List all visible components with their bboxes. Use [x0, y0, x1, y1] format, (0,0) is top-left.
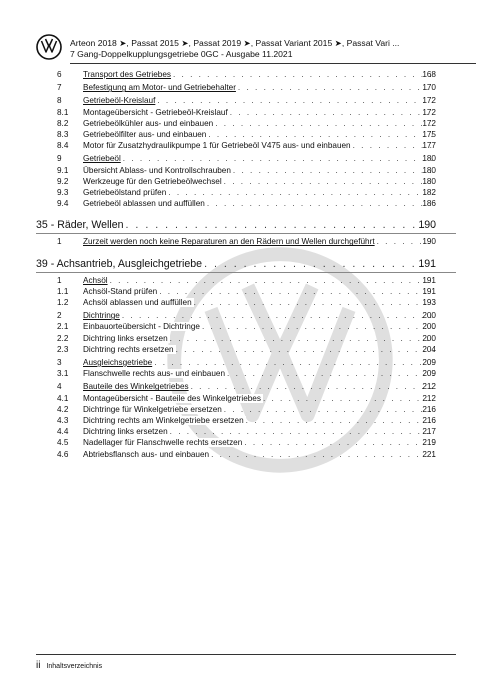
- toc-entry-title: [83, 287, 435, 296]
- page-number: ii: [36, 660, 41, 671]
- leader-dots: [123, 154, 435, 163]
- toc-subsection-row[interactable]: [0, 345, 495, 357]
- toc-entry-number: 8: [57, 96, 62, 106]
- toc-entry-title: [83, 416, 435, 425]
- toc-section-row[interactable]: [0, 382, 495, 394]
- toc-entry-number: 2.3: [57, 344, 69, 354]
- toc-page-number: 191: [418, 257, 436, 270]
- toc-entry-number: 8.3: [57, 130, 69, 139]
- leader-dots: [176, 345, 435, 354]
- toc-entry-number: 8.1: [57, 107, 69, 117]
- leader-dots: [215, 119, 435, 128]
- toc-page-number: 180: [422, 165, 436, 175]
- toc-entry-number: 2.1: [57, 322, 69, 332]
- toc-title-text: Getriebeölkühler aus- und einbauen: [83, 118, 214, 128]
- toc-entry-number: 7: [57, 83, 62, 93]
- toc-entry-number: 9.2: [57, 176, 69, 186]
- leader-dots: [170, 427, 435, 436]
- toc-page-number: 216: [422, 416, 436, 425]
- toc-entry-number: 9: [57, 154, 62, 164]
- toc-section-row[interactable]: [0, 70, 495, 82]
- toc-entry-number: 4.2: [57, 404, 69, 414]
- toc-page-number: 180: [422, 154, 436, 164]
- toc-page-number: 182: [422, 188, 436, 197]
- toc-entry-number: 1.2: [57, 298, 69, 307]
- toc-subsection-row[interactable]: [0, 322, 495, 334]
- toc-entry-number: 2.2: [57, 333, 69, 343]
- toc-page-number: 172: [422, 118, 436, 128]
- toc-page-number: 204: [422, 344, 436, 354]
- toc-title-text: Montageübersicht - Bauteile des Winkelgetriebes: [83, 393, 261, 403]
- toc-subsection-row[interactable]: [0, 334, 495, 346]
- toc-page-number: 168: [422, 70, 436, 79]
- toc-title-text: Einbauorteübersicht - Dichtringe: [83, 322, 200, 332]
- toc-subsection-row[interactable]: [0, 166, 495, 178]
- toc-page-number: 172: [422, 107, 436, 117]
- toc-entry-title: [83, 450, 435, 459]
- toc-title-text: Getriebeöl: [83, 154, 121, 164]
- toc-chapter-row[interactable]: [0, 219, 495, 233]
- toc-entry-title: [83, 154, 435, 163]
- footer-rule: [36, 654, 456, 655]
- toc-title-text: Ausgleichsgetriebe: [83, 358, 153, 367]
- toc-title-text: Dichtring rechts am Winkelgetriebe ersetzen: [83, 416, 244, 425]
- toc-title-text: Übersicht Ablass- und Kontrollschrauben: [83, 165, 231, 175]
- toc-entry-number: 9.3: [57, 188, 69, 197]
- leader-dots: [224, 405, 435, 414]
- toc-chapter-row[interactable]: [0, 258, 495, 272]
- toc-page-number: 180: [422, 176, 436, 186]
- leader-dots: [173, 70, 435, 79]
- toc-page-number: 209: [422, 369, 436, 379]
- toc-entry-number: 1: [57, 237, 62, 247]
- toc-section-row[interactable]: [0, 358, 495, 370]
- leader-dots: [224, 177, 435, 186]
- toc-title-text: Achsöl-Stand prüfen: [83, 286, 158, 296]
- toc-title-text: Abtriebsflansch aus- und einbauen: [83, 449, 210, 459]
- header-gearbox-line: 7 Gang-Doppelkupplungsgetriebe 0GC - Ausgabe 11.2021: [70, 49, 293, 59]
- leader-dots: [191, 382, 435, 391]
- toc-entry-number: 4.5: [57, 438, 69, 448]
- toc-title-text: Dichtring rechts ersetzen: [83, 344, 174, 354]
- toc-subsection-row[interactable]: [0, 394, 495, 406]
- toc-entry-title: [83, 427, 435, 436]
- toc-subsection-row[interactable]: [0, 177, 495, 189]
- toc-subsection-row[interactable]: [0, 369, 495, 381]
- header-rule: [70, 63, 476, 64]
- toc-entry-title: [83, 141, 435, 150]
- toc-entry-title: [83, 199, 435, 208]
- toc-page-number: 221: [422, 449, 436, 459]
- toc-entry-title: [83, 70, 435, 79]
- leader-dots: [207, 199, 435, 208]
- header-vehicle-line: Arteon 2018 ➤, Passat 2015 ➤, Passat 2019 ➤, Passat Variant 2015 ➤, Passat Vari ...: [70, 38, 400, 48]
- toc-entry-title: [83, 394, 435, 403]
- leader-dots: [230, 108, 435, 117]
- leader-dots: [244, 438, 435, 447]
- document-header: [36, 34, 476, 68]
- toc-entry-number: 4: [57, 382, 62, 392]
- leader-dots: [126, 219, 435, 231]
- toc-section-row[interactable]: [0, 83, 495, 95]
- toc-title-text: Dichtringe: [83, 311, 120, 321]
- toc-entry-title: [83, 358, 435, 367]
- toc-entry-number: 3.1: [57, 369, 69, 379]
- chapter-rule: [36, 233, 456, 234]
- toc-section-row[interactable]: [0, 237, 495, 249]
- toc-entry-number: 3: [57, 358, 62, 367]
- toc-title-text: Dichtring links ersetzen: [83, 427, 168, 437]
- toc-page-number: 172: [422, 96, 436, 106]
- toc-entry-title: [83, 188, 435, 197]
- toc-entry-number: 8.4: [57, 141, 69, 151]
- leader-dots: [194, 298, 435, 307]
- leader-dots: [263, 394, 435, 403]
- toc-subsection-row[interactable]: [0, 287, 495, 299]
- toc-page-number: 190: [418, 219, 436, 232]
- toc-entry-title: [83, 276, 435, 285]
- leader-dots: [202, 322, 435, 331]
- toc-entry-title: [83, 108, 435, 117]
- toc-entry-number: 9.1: [57, 165, 69, 175]
- toc-title-text: Flanschwelle rechts aus- und einbauen: [83, 369, 226, 379]
- toc-entry-number: 8.2: [57, 118, 69, 128]
- vw-logo-icon: [36, 34, 62, 60]
- toc-entry-title: [83, 334, 435, 343]
- leader-dots: [157, 96, 435, 105]
- toc-page-number: 177: [422, 141, 436, 151]
- toc-entry-number: 6: [57, 70, 62, 79]
- toc-entry-title: [83, 237, 435, 246]
- toc-page-number: 193: [422, 298, 436, 307]
- toc-subsection-row[interactable]: [0, 199, 495, 211]
- toc-title-text: Getriebeöl-Kreislauf: [83, 96, 156, 106]
- toc-page-number: 216: [422, 404, 436, 414]
- toc-subsection-row[interactable]: [0, 405, 495, 417]
- toc-title-text: Nadellager für Flanschwelle rechts ersetzen: [83, 438, 243, 448]
- toc-page-number: 175: [422, 130, 436, 139]
- toc-page-number: 190: [422, 237, 436, 247]
- toc-entry-title: [83, 166, 435, 175]
- toc-entry-number: 9.4: [57, 199, 69, 209]
- toc-page-number: 191: [422, 286, 436, 296]
- leader-dots: [211, 450, 435, 459]
- toc-subsection-row[interactable]: [0, 119, 495, 131]
- toc-entry-number: 2: [57, 311, 62, 321]
- toc-entry-title: [83, 311, 435, 320]
- toc-page-number: 191: [422, 275, 436, 285]
- toc-subsection-row[interactable]: [0, 141, 495, 153]
- header-text: [70, 38, 399, 60]
- toc-entry-title: [83, 96, 435, 105]
- chapter-rule: [36, 272, 456, 273]
- leader-dots: [204, 258, 435, 270]
- toc-title-text: Achsöl: [83, 275, 108, 285]
- toc-subsection-row[interactable]: [0, 427, 495, 439]
- toc-subsection-row[interactable]: [0, 188, 495, 200]
- leader-dots: [110, 276, 435, 285]
- toc-title-text: Getriebeölstand prüfen: [83, 188, 167, 197]
- leader-dots: [154, 358, 435, 367]
- toc-section-row[interactable]: [0, 154, 495, 166]
- toc-title-text: Transport des Getriebes: [83, 70, 171, 79]
- toc-page-number: 200: [422, 333, 436, 343]
- toc-page-number: 219: [422, 438, 436, 448]
- toc-section-row[interactable]: [0, 276, 495, 288]
- toc-entry-title: [36, 258, 435, 270]
- leader-dots: [168, 188, 435, 197]
- leader-dots: [122, 311, 435, 320]
- leader-dots: [227, 369, 435, 378]
- toc-entry-title: [83, 322, 435, 331]
- toc-entry-title: [83, 405, 435, 414]
- toc-title-text: Werkzeuge für den Getriebeölwechsel: [83, 176, 222, 186]
- toc-entry-number: 1.1: [57, 286, 69, 296]
- toc-page-number: 217: [422, 427, 436, 437]
- toc-subsection-row[interactable]: [0, 416, 495, 428]
- toc-subsection-row[interactable]: [0, 298, 495, 310]
- toc-title-text: Montageübersicht - Getriebeöl-Kreislauf: [83, 107, 228, 117]
- toc-page-number: 170: [422, 83, 436, 93]
- toc-entry-title: [36, 219, 435, 231]
- toc-page-number: 209: [422, 358, 436, 367]
- toc-subsection-row[interactable]: [0, 130, 495, 142]
- toc-title-text: Dichtringe für Winkelgetriebe ersetzen: [83, 404, 222, 414]
- leader-dots: [238, 83, 435, 92]
- toc-subsection-row[interactable]: [0, 438, 495, 450]
- footer-label: Inhaltsverzeichnis: [46, 663, 103, 670]
- leader-dots: [159, 287, 435, 296]
- toc-entry-title: [83, 345, 435, 354]
- toc-subsection-row[interactable]: [0, 108, 495, 120]
- toc-title-text: 39 - Achsantrieb, Ausgleichgetriebe: [36, 257, 203, 270]
- toc-title-text: Motor für Zusatzhydraulikpumpe 1 für Getriebeöl V475 aus- und einbauen: [83, 141, 351, 151]
- toc-entry-title: [83, 438, 435, 447]
- toc-title-text: Dichtring links ersetzen: [83, 333, 168, 343]
- toc-title-text: Getriebeöl ablassen und auffüllen: [83, 199, 205, 209]
- toc-section-row[interactable]: [0, 311, 495, 323]
- toc-title-text: Bauteile des Winkelgetriebes: [83, 382, 189, 392]
- leader-dots: [246, 416, 435, 425]
- toc-title-text: Zurzeit werden noch keine Reparaturen an den Rädern und Wellen durchgeführt: [83, 237, 375, 247]
- toc-entry-title: [83, 177, 435, 186]
- toc-entry-number: 4.3: [57, 416, 69, 425]
- toc-entry-number: 4.4: [57, 427, 69, 437]
- toc-page-number: 200: [422, 322, 436, 332]
- toc-entry-title: [83, 83, 435, 92]
- toc-section-row[interactable]: [0, 96, 495, 108]
- toc-entry-title: [83, 130, 435, 139]
- toc-page-number: 212: [422, 393, 436, 403]
- toc-page-number: 200: [422, 311, 436, 321]
- leader-dots: [233, 166, 435, 175]
- page-footer: [36, 660, 102, 671]
- toc-entry-number: 1: [57, 275, 62, 285]
- leader-dots: [170, 334, 435, 343]
- toc-subsection-row[interactable]: [0, 450, 495, 462]
- toc-entry-title: [83, 382, 435, 391]
- toc-title-text: Getriebeölfilter aus- und einbauen: [83, 130, 207, 139]
- toc-title-text: Befestigung am Motor- und Getriebehalter: [83, 83, 236, 93]
- toc-page-number: 212: [422, 382, 436, 392]
- toc-page-number: 186: [422, 199, 436, 209]
- toc-entry-number: 4.1: [57, 393, 69, 403]
- toc-entry-title: [83, 369, 435, 378]
- toc-entry-title: [83, 298, 435, 307]
- toc-entry-number: 4.6: [57, 449, 69, 459]
- leader-dots: [208, 130, 435, 139]
- toc-title-text: Achsöl ablassen und auffüllen: [83, 298, 192, 307]
- toc-title-text: 35 - Räder, Wellen: [36, 219, 124, 232]
- toc-entry-title: [83, 119, 435, 128]
